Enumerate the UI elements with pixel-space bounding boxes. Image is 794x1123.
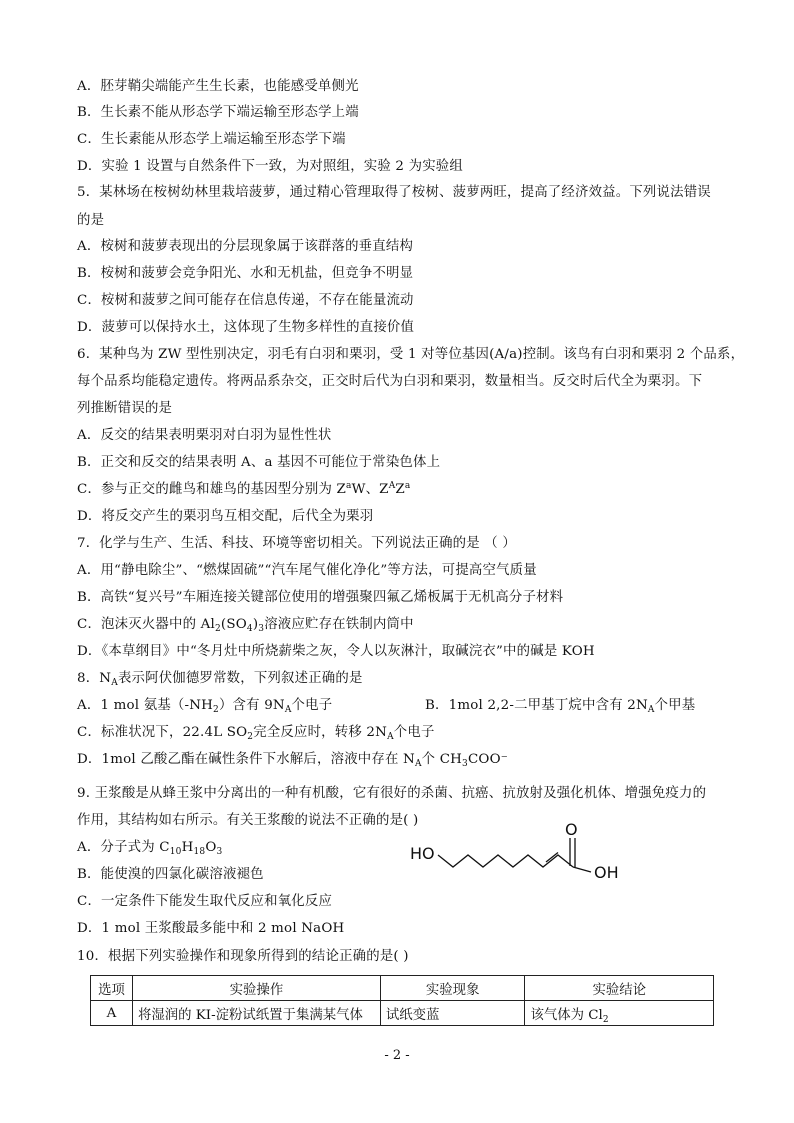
header-operation: 实验操作 — [132, 976, 380, 1001]
q6-option-d: D．将反交产生的栗羽鸟互相交配，后代全为栗羽 — [77, 509, 374, 524]
structure-oh-label: OH — [594, 863, 619, 882]
q8-stem: 8．$N_A$表示阿伏伽德罗常数，下列叙述正确的是 — [77, 671, 363, 688]
q7-option-d: D．《本草纲目》中“冬月灶中所烧薪柴之灰，令人以灰淋汁，取碱浣衣”中的碱是 KOH — [77, 644, 595, 659]
q6-stem-line2: 每个品系均能稳定遗传。将两品系杂交，正交时后代为白羽和栗羽，数量相当。反交时后代全为栗羽。下 — [77, 374, 703, 389]
header-phenomenon: 实验现象 — [380, 976, 525, 1001]
header-option: 选项 — [91, 976, 133, 1001]
q9-option-b: B．能使溴的四氯化碳溶液褪色 — [77, 867, 264, 882]
q4-option-a: A．胚芽鞘尖端能产生生长素，也能感受单侧光 — [77, 79, 359, 94]
experiment-table — [90, 975, 714, 1026]
hydroxyl-bond — [573, 867, 591, 872]
q8-option-b: B．1mol 2,2-二甲基丁烷中含有 $2N_A$个甲基 — [425, 698, 696, 715]
q5-option-a: A．桉树和菠萝表现出的分层现象属于该群落的垂直结构 — [77, 239, 414, 254]
q9-option-c: C．一定条件下能发生取代反应和氧化反应 — [77, 894, 333, 909]
row-a-operation: 将湿润的 KI-淀粉试纸置于集满某气体 — [132, 1001, 380, 1026]
header-conclusion: 实验结论 — [525, 976, 714, 1001]
q5-option-b: B．桉树和菠萝会竞争阳光、水和无机盐，但竞争不明显 — [77, 266, 414, 281]
structure-o-label: O — [565, 822, 578, 839]
q8-options-ab — [77, 696, 722, 716]
q9-stem-line2: 作用，其结构如右所示。有关王浆酸的说法不正确的是( ) — [77, 813, 419, 828]
structure-ho-label: HO — [410, 844, 435, 863]
q9-stem-line1: 9. 王浆酸是从蜂王浆中分离出的一种有机酸，它有很好的杀菌、抗癌、抗放射及强化机体、增强免疫力的 — [77, 786, 707, 801]
row-a-option: A — [91, 1001, 133, 1026]
royal-jelly-acid-structure — [408, 822, 638, 884]
q5-stem-line1: 5．某林场在桉树幼林里栽培菠萝，通过精心管理取得了桉树、菠萝两旺，提高了经济效益。下列说法错误 — [77, 185, 711, 200]
q6-option-a: A．反交的结果表明栗羽对白羽为显性性状 — [77, 428, 332, 443]
q4-option-c: C．生长素能从形态学上端运输至形态学下端 — [77, 132, 346, 147]
page-number: - 2 - — [384, 1048, 410, 1063]
q8-option-c: C．标准状况下，22.4L $SO_2$完全反应时，转移 $2N_A$个电子 — [77, 725, 435, 742]
q7-stem: 7．化学与生产、生活、科技、环境等密切相关。下列说法正确的是 （ ） — [77, 536, 516, 551]
row-a-phenomenon: 试纸变蓝 — [380, 1001, 525, 1026]
row-a-conclusion: 该气体为 $Cl_2$ — [525, 1001, 714, 1026]
q4-option-b: B．生长素不能从形态学下端运输至形态学上端 — [77, 105, 359, 120]
q10-stem: 10．根据下列实验操作和现象所得到的结论正确的是( ) — [77, 949, 409, 964]
q7-option-a: A．用“静电除尘”、“燃煤固硫”“汽车尾气催化净化”等方法，可提高空气质量 — [77, 563, 537, 578]
table-row — [91, 1001, 714, 1026]
q8-option-a: A．1 mol 氨基$(-NH_2)$含有 $9N_A$个电子 — [77, 698, 333, 715]
q5-stem-line2: 的是 — [77, 213, 105, 228]
q6-stem-line3: 列推断错误的是 — [77, 401, 173, 416]
q5-option-d: D．菠萝可以保持水土，这体现了生物多样性的直接价值 — [77, 320, 415, 335]
q9-option-a: A．分子式为 $C_{10}H_{18}O_3$ — [77, 840, 223, 857]
q9-option-d: D．1 mol 王浆酸最多能中和 2 mol NaOH — [77, 921, 345, 936]
q7-option-b: B．高铁“复兴号”车厢连接关键部位使用的增强聚四氟乙烯板属于无机高分子材料 — [77, 590, 564, 605]
q4-option-d: D．实验 1 设置与自然条件下一致，为对照组，实验 2 为实验组 — [77, 159, 463, 174]
q5-option-c: C．桉树和菠萝之间可能存在信息传递，不存在能量流动 — [77, 293, 414, 308]
q7-option-c: C．泡沫灭火器中的 $Al_2(SO_4)_3$溶液应贮存在铁制内筒中 — [77, 617, 414, 634]
q6-option-c: C．参与正交的雌鸟和雄鸟的基因型分别为 $Z^aW$、$Z^AZ^a$ — [77, 481, 411, 497]
table-header-row — [91, 976, 714, 1001]
q6-stem-line1: 6．某种鸟为 ZW 型性别决定，羽毛有白羽和栗羽，受 1 对等位基因(A/a)控制。该鸟有白羽和栗羽 2 个品系， — [77, 347, 745, 362]
q6-option-b: B．正交和反交的结果表明 A、a 基因不可能位于常染色体上 — [77, 455, 441, 470]
q8-option-d: D．1mol 乙酸乙酯在碱性条件下水解后，溶液中存在 $N_A$个 $CH_3COO^-$ — [77, 752, 509, 769]
